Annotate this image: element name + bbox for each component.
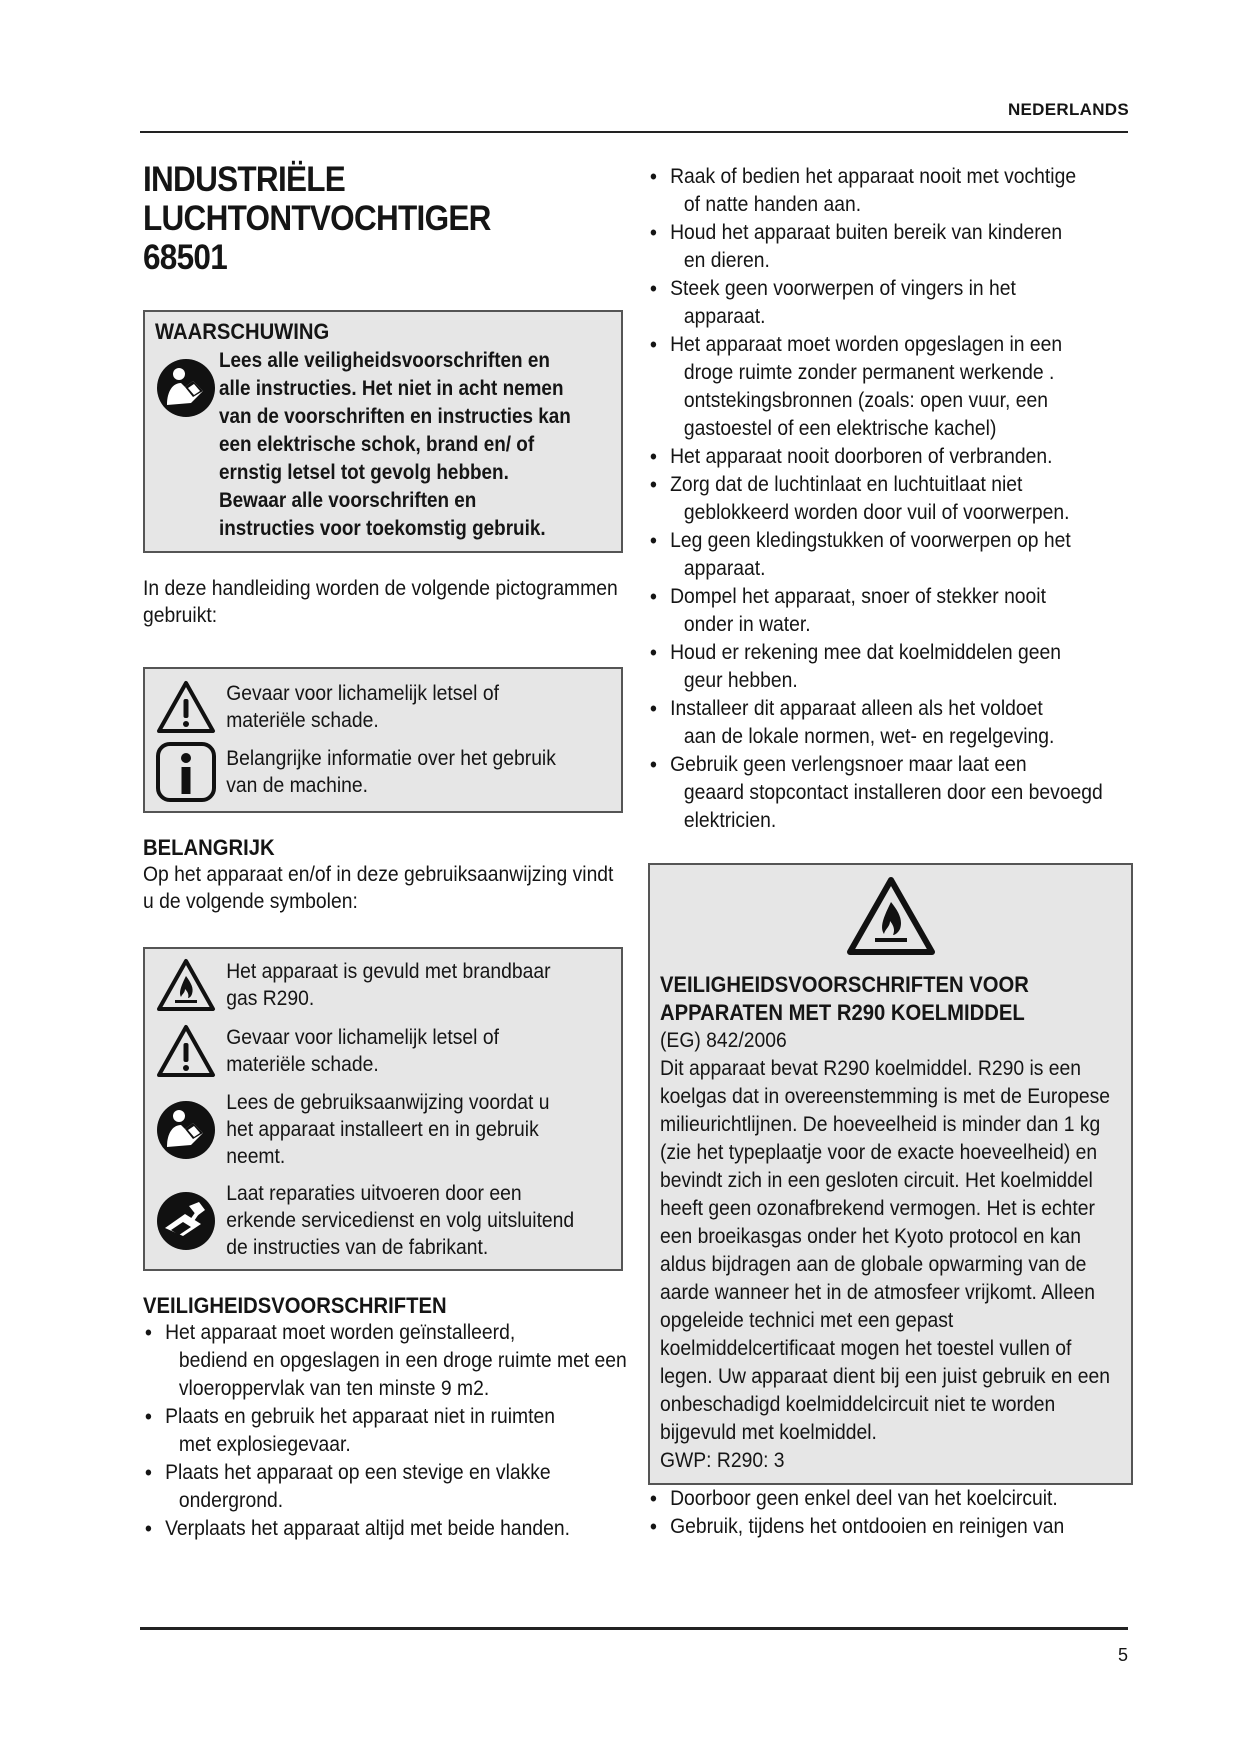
list-item: • Doorboor geen enkel deel van het koelcircuit.: [648, 1485, 1139, 1513]
symbol-text: Het apparaat is gevuld met brandbaar gas R290.: [226, 960, 551, 1010]
list-item: • Installeer dit apparaat alleen als het voldoet aan de lokale normen, wet- en regelgeving.: [648, 695, 1139, 751]
pictogram-row: [155, 741, 611, 803]
warning-triangle-icon: [155, 1023, 217, 1079]
list-item: • Zorg dat de luchtinlaat en luchtuitlaat niet geblokkeerd worden door vuil of voorwerpen.: [648, 471, 1139, 527]
header-divider: [140, 131, 1128, 133]
list-item: • Plaats het apparaat op een stevige en vlakke ondergrond.: [143, 1459, 634, 1515]
symbol-text: Lees de gebruiksaanwijzing voordat u het apparaat installeert en in gebruik neemt.: [226, 1091, 550, 1168]
list-item: • Raak of bedien het apparaat nooit met vochtige of natte handen aan.: [648, 163, 1139, 219]
symbol-text: Laat reparaties uitvoeren door een erkende servicedienst en volg uitsluitend de instructies van de fabrikant.: [226, 1182, 575, 1259]
symbol-row: [155, 957, 611, 1013]
r290-regulation: (EG) 842/2006: [660, 1029, 787, 1052]
safety-list-right: [648, 163, 1133, 835]
page-title: [143, 160, 530, 277]
symbol-box: [143, 947, 623, 1271]
info-icon: [155, 741, 217, 803]
r290-text: Dit apparaat bevat R290 koelmiddel. R290 is een koelgas dat in overeenstemming is met de Europese milieurichtlijnen. De hoeveelheid is minder dan 1 kg (zie het typeplaatje voor de exacte hoeveelheid) en bevindt zich in een gesloten circuit. Het koelmiddel heeft geen ozonafbrekend vermogen. Het is echter een broeikasgas onder het Kyoto protocol en kan aldus bijdragen aan de globale opwarming van de aarde wanneer het in de atmosfeer vrijkomt. Alleen opgeleide technici met een gepast koelmiddelcertificaat mogen het toestel vullen of legen. Uw apparaat dient bij een juist gebruik en een onbeschadigd koelmiddelcircuit niet te worden bijgevuld met koelmiddel.: [660, 1057, 1111, 1444]
pictogram-row: [155, 679, 611, 735]
symbol-row: [155, 1089, 611, 1170]
important-text: Op het apparaat en/of in deze gebruiksaanwijzing vindt u de volgende symbolen:: [143, 863, 614, 913]
read-manual-icon: [155, 357, 217, 419]
warning-heading: WAARSCHUWING: [155, 319, 330, 344]
pictogram-box: [143, 667, 623, 813]
list-item: • Het apparaat moet worden opgeslagen in een droge ruimte zonder permanent werkende . ontstekingsbronnen (zoals: open vuur, een gastoestel of een elektrische kachel): [648, 331, 1139, 443]
symbol-row: [155, 1023, 611, 1079]
r290-heading: VEILIGHEIDSVOORSCHRIFTEN VOOR APPARATEN MET R290 KOELMIDDEL: [660, 972, 1029, 1025]
list-item: • Houd het apparaat buiten bereik van kinderen en dieren.: [648, 219, 1139, 275]
list-item: • Het apparaat nooit doorboren of verbranden.: [648, 443, 1139, 471]
safety-list-left: [143, 1319, 627, 1543]
read-manual-icon: [155, 1099, 217, 1161]
footer-divider: [140, 1627, 1128, 1630]
safety-heading: VEILIGHEIDSVOORSCHRIFTEN: [143, 1293, 447, 1318]
pictogram-text: Gevaar voor lichamelijk letsel of materiële schade.: [226, 682, 499, 732]
service-icon: [155, 1190, 217, 1252]
warning-box: [143, 310, 623, 553]
pictogram-text: Belangrijke informatie over het gebruik van de machine.: [226, 747, 556, 797]
warning-triangle-icon: [155, 679, 217, 735]
list-item: • Het apparaat moet worden geïnstalleerd, bediend en opgeslagen in een droge ruimte met een vloeroppervlak van ten minste 9 m2.: [143, 1319, 634, 1403]
left-column: [143, 160, 627, 1543]
r290-gwp: GWP: R290: 3: [660, 1449, 785, 1472]
title-line: LUCHTONTVOCHTIGER: [143, 199, 491, 238]
list-item: • Plaats en gebruik het apparaat niet in ruimten met explosiegevaar.: [143, 1403, 634, 1459]
intro-text: In deze handleiding worden de volgende pictogrammen gebruikt:: [143, 577, 618, 627]
language-label: NEDERLANDS: [1007, 100, 1129, 119]
important-heading: BELANGRIJK: [143, 835, 275, 860]
right-column: [648, 163, 1133, 1541]
list-item: • Gebruik geen verlengsnoer maar laat een geaard stopcontact installeren door een bevoegd elektricien.: [648, 751, 1139, 835]
warning-text: Lees alle veiligheidsvoorschriften en alle instructies. Het niet in acht nemen van de voorschriften en instructies kan een elektrische schok, brand en/ of ernstig letsel tot gevolg hebben. Bewaar alle voorschriften en instructies voor toekomstig gebruik.: [219, 349, 571, 540]
title-line: 68501: [143, 238, 227, 277]
list-item: • Steek geen voorwerpen of vingers in het apparaat.: [648, 275, 1139, 331]
title-line: INDUSTRIËLE: [143, 160, 346, 199]
symbol-text: Gevaar voor lichamelijk letsel of materiële schade.: [226, 1026, 499, 1076]
list-item: • Verplaats het apparaat altijd met beide handen.: [143, 1515, 634, 1543]
symbol-row: [155, 1180, 611, 1261]
list-item: • Dompel het apparaat, snoer of stekker nooit onder in water.: [648, 583, 1139, 639]
list-item: • Houd er rekening mee dat koelmiddelen geen geur hebben.: [648, 639, 1139, 695]
flammable-gas-icon: [155, 957, 217, 1013]
r290-box: [648, 863, 1133, 1485]
page-number: 5: [1117, 1645, 1128, 1665]
safety-list-continued: [648, 1485, 1133, 1541]
list-item: • Leg geen kledingstukken of voorwerpen op het apparaat.: [648, 527, 1139, 583]
list-item: • Gebruik, tijdens het ontdooien en reinigen van: [648, 1513, 1139, 1541]
flammable-gas-icon: [660, 875, 1121, 957]
